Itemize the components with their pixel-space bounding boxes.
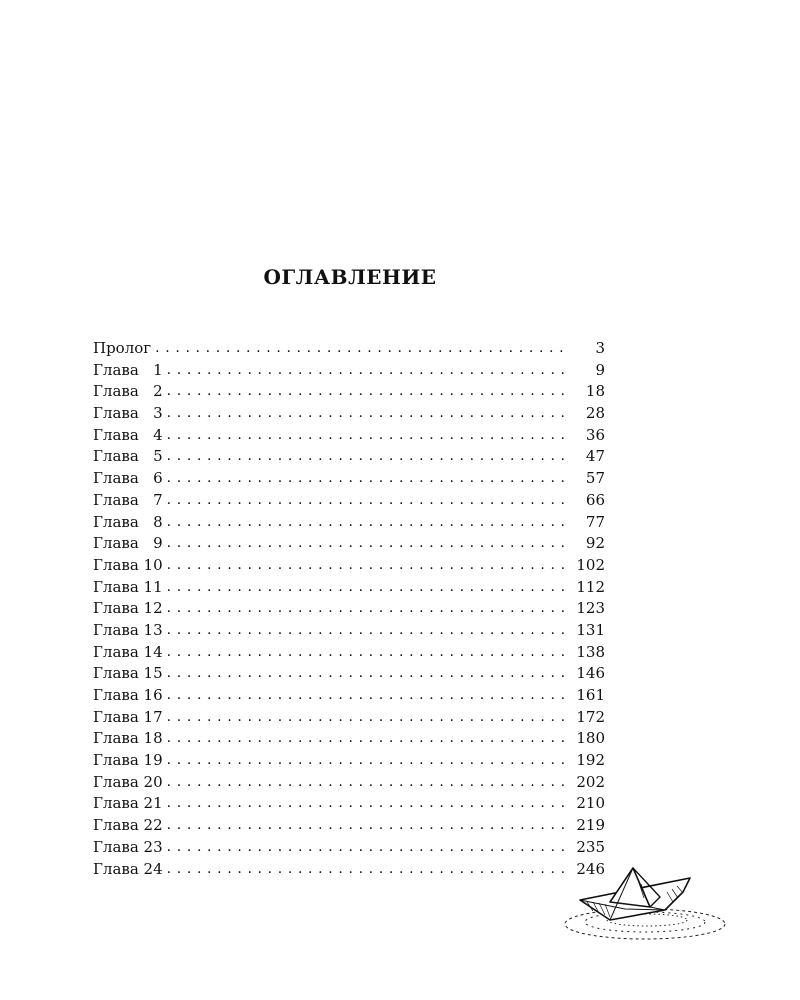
dot-leader [167, 533, 569, 555]
toc-entry [93, 381, 605, 403]
toc-entry [93, 555, 605, 577]
toc-entry-page-number: 138 [576, 642, 605, 661]
toc-entry-label: Глава 22 [93, 816, 163, 835]
toc-entry-page-number: 47 [585, 447, 605, 466]
toc-entry [93, 577, 605, 599]
toc-entry [93, 663, 605, 685]
toc-entry-label: Глава 19 [93, 751, 163, 770]
toc-entry-page-number: 161 [576, 686, 605, 704]
paper-boat-icon [555, 862, 730, 944]
dot-leader [167, 772, 569, 794]
toc-entry-label: Глава 10 [93, 555, 163, 574]
toc-entry [93, 837, 605, 859]
toc-entry-page-number: 123 [576, 599, 605, 618]
toc-entry [93, 620, 605, 642]
toc-entry-page-number: 219 [576, 816, 605, 835]
toc-entry-page-number: 18 [585, 382, 605, 401]
dot-leader [167, 490, 569, 512]
toc-entry-page-number: 210 [576, 794, 605, 813]
toc-entry-label: Глава 6 [93, 469, 163, 488]
toc-entry [93, 859, 605, 881]
toc-entry-page-number: 77 [585, 512, 605, 531]
toc-entry-page-number: 180 [576, 729, 605, 748]
toc-entry [93, 512, 605, 534]
toc-entry [93, 772, 605, 794]
table-of-contents [93, 338, 605, 880]
dot-leader [167, 728, 569, 750]
toc-entry-label: Глава 2 [93, 382, 163, 401]
dot-leader [167, 468, 569, 490]
toc-entry [93, 533, 605, 555]
dot-leader [167, 707, 569, 729]
dot-leader [167, 793, 569, 815]
toc-entry-label: Глава 13 [93, 620, 163, 639]
toc-entry [93, 338, 605, 360]
toc-entry-label: Глава 8 [93, 512, 163, 531]
dot-leader [167, 750, 569, 772]
toc-entry-label: Глава 24 [93, 859, 163, 878]
dot-leader [167, 555, 569, 577]
toc-entry-page-number: 57 [585, 469, 605, 488]
toc-entry-label: Глава 4 [93, 425, 163, 444]
toc-entry [93, 815, 605, 837]
toc-entry-page-number: 66 [585, 490, 605, 509]
toc-entry-page-number: 172 [576, 707, 605, 726]
toc-entry [93, 793, 605, 815]
toc-entry-page-number: 112 [576, 577, 605, 596]
toc-entry-page-number: 246 [576, 859, 605, 878]
toc-entry [93, 728, 605, 750]
dot-leader [167, 381, 569, 403]
toc-entry-page-number: 192 [576, 751, 605, 770]
toc-entry [93, 750, 605, 772]
dot-leader [167, 837, 569, 859]
dot-leader [167, 859, 569, 881]
toc-entry-label: Глава 5 [93, 447, 163, 466]
toc-entry [93, 360, 605, 382]
toc-entry-page-number: 92 [585, 534, 605, 553]
toc-entry [93, 403, 605, 425]
toc-entry-label: Глава 18 [93, 729, 163, 748]
toc-entry-page-number: 235 [576, 837, 605, 856]
toc-entry-page-number: 9 [595, 360, 605, 379]
toc-entry-page-number: 146 [576, 664, 605, 683]
toc-entry-label: Глава 7 [93, 490, 163, 509]
toc-entry-label: Глава 16 [93, 686, 163, 704]
toc-entry-label: Глава 21 [93, 794, 163, 813]
dot-leader [167, 446, 569, 468]
dot-leader [167, 663, 569, 685]
toc-entry-page-number: 131 [576, 620, 605, 639]
toc-entry [93, 642, 605, 664]
dot-leader [167, 685, 569, 707]
toc-entry [93, 598, 605, 620]
dot-leader [167, 620, 569, 642]
dot-leader [167, 598, 569, 620]
dot-leader [167, 403, 569, 425]
toc-entry-page-number: 36 [585, 425, 605, 444]
dot-leader [167, 577, 569, 599]
toc-entry [93, 468, 605, 490]
toc-entry-label: Глава 12 [93, 599, 163, 618]
toc-entry-label: Глава 17 [93, 707, 163, 726]
toc-entry-label: Глава 3 [93, 404, 163, 423]
toc-entry-label: Глава 11 [93, 577, 163, 596]
dot-leader [155, 338, 569, 360]
toc-entry-page-number: 102 [576, 555, 605, 574]
toc-entry-label: Глава 15 [93, 664, 163, 683]
dot-leader [167, 815, 569, 837]
toc-entry-label: Глава 23 [93, 837, 163, 856]
toc-entry [93, 490, 605, 512]
toc-entry [93, 446, 605, 468]
page-title: ОГЛАВЛЕНИЕ [263, 265, 437, 289]
toc-entry-label: Глава 9 [93, 534, 163, 553]
toc-entry-label: Глава 20 [93, 772, 163, 791]
dot-leader [167, 512, 569, 534]
dot-leader [167, 642, 569, 664]
dot-leader [167, 360, 569, 382]
toc-entry [93, 685, 605, 707]
toc-entry-page-number: 3 [595, 339, 605, 357]
toc-entry [93, 707, 605, 729]
toc-entry-label: Глава 1 [93, 360, 163, 379]
toc-entry-page-number: 28 [585, 404, 605, 423]
dot-leader [167, 425, 569, 447]
toc-entry-page-number: 202 [576, 772, 605, 791]
toc-entry-label: Пролог [93, 339, 152, 357]
toc-entry-label: Глава 14 [93, 642, 163, 661]
toc-entry [93, 425, 605, 447]
